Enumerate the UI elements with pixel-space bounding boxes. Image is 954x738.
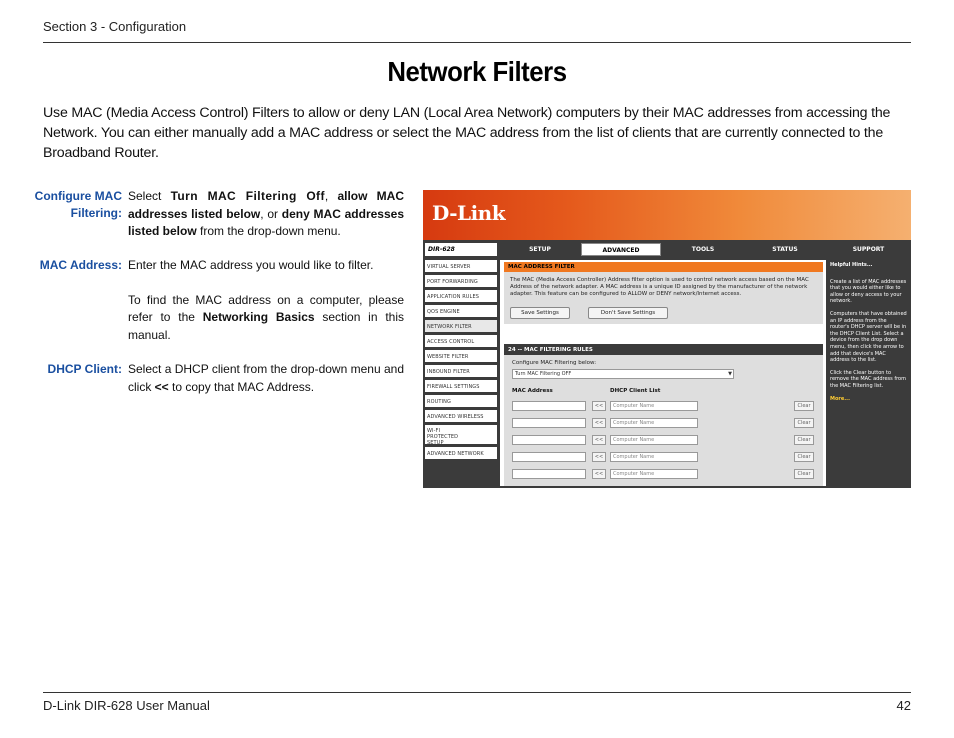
desc-bold: deny MAC addresses listed below xyxy=(128,206,404,238)
page-title: Network Filters xyxy=(387,56,567,87)
sidebar-item-routing[interactable]: ROUTING xyxy=(425,395,497,408)
label-line1: Configure MAC xyxy=(34,189,122,203)
sidebar-item-wifi-protected-setup[interactable]: WI-FI PROTECTED SETUP xyxy=(425,425,497,445)
copy-button[interactable]: << xyxy=(592,452,606,462)
configure-label: Configure MAC Filtering below: xyxy=(512,360,597,366)
banner xyxy=(423,190,911,240)
sidebar-item-virtual-server[interactable]: VIRTUAL SERVER xyxy=(425,260,497,273)
copy-button[interactable]: << xyxy=(592,418,606,428)
desc-text: Enter the MAC address you would like to filter. xyxy=(128,258,374,272)
label-dhcp-client: DHCP Client: xyxy=(47,362,122,376)
footer-manual-title: D-Link DIR-628 User Manual xyxy=(43,698,210,713)
tab-tools[interactable]: TOOLS xyxy=(691,246,715,253)
tab-setup[interactable]: SETUP xyxy=(529,246,551,253)
sidebar-item-advanced-wireless[interactable]: ADVANCED WIRELESS xyxy=(425,410,497,423)
sidebar-item-firewall-settings[interactable]: FIREWALL SETTINGS xyxy=(425,380,497,393)
desc-bold: Turn MAC Filtering Off xyxy=(170,189,325,203)
tab-support[interactable]: SUPPORT xyxy=(852,246,885,253)
mac-input[interactable] xyxy=(512,452,586,462)
client-select[interactable]: Computer Name xyxy=(610,452,698,462)
clear-button[interactable]: Clear xyxy=(794,401,814,411)
sidebar-item-website-filter[interactable]: WEBSITE FILTER xyxy=(425,350,497,363)
desc-text: to copy that MAC Address. xyxy=(168,379,315,394)
copy-button[interactable]: << xyxy=(592,469,606,479)
clear-button[interactable]: Clear xyxy=(794,418,814,428)
label-mac-address: MAC Address: xyxy=(39,258,122,272)
label-configure-mac-filtering xyxy=(30,188,122,222)
model-label: DIR-628 xyxy=(425,243,497,256)
desc-dhcp-client xyxy=(128,361,404,396)
more-link[interactable]: More... xyxy=(830,395,850,402)
desc-text: , xyxy=(324,189,338,203)
sidebar-item-advanced-network[interactable]: ADVANCED NETWORK xyxy=(425,447,497,460)
hint-text: Create a list of MAC addresses that you would either like to allow or deny access to your network. xyxy=(830,278,907,305)
client-select[interactable]: Computer Name xyxy=(610,401,698,411)
hints-title: Helpful Hints... xyxy=(830,262,873,268)
save-settings-button[interactable]: Save Settings xyxy=(510,307,570,319)
clear-button[interactable]: Clear xyxy=(794,435,814,445)
desc-text: from the drop-down menu. xyxy=(196,224,341,238)
sidebar-item-port-forwarding[interactable]: PORT FORWARDING xyxy=(425,275,497,288)
router-screenshot xyxy=(423,190,911,488)
box-title: MAC ADDRESS FILTER xyxy=(504,262,823,272)
desc-bold: allow MAC addresses listed below xyxy=(128,189,405,221)
label-line2: Filtering: xyxy=(70,206,122,220)
desc-bold: Networking Basics xyxy=(202,310,315,324)
clear-button[interactable]: Clear xyxy=(794,452,814,462)
col-dhcp-client-list: DHCP Client List xyxy=(610,388,661,394)
helpful-hints-panel xyxy=(828,260,909,486)
desc-text: , or xyxy=(260,206,282,221)
sidebar-item-access-control[interactable]: ACCESS CONTROL xyxy=(425,335,497,348)
dont-save-settings-button[interactable]: Don't Save Settings xyxy=(588,307,668,319)
sidebar-item-application-rules[interactable]: APPLICATION RULES xyxy=(425,290,497,303)
desc-text: To find the MAC address on a computer, please refer to the xyxy=(128,292,404,324)
main-panel xyxy=(500,260,826,486)
desc-text: Select xyxy=(128,189,171,203)
dlink-logo: D-Link xyxy=(432,201,506,225)
section-header: Section 3 - Configuration xyxy=(43,19,187,34)
client-select[interactable]: Computer Name xyxy=(610,469,698,479)
intro-paragraph: Use MAC (Media Access Control) Filters to allow or deny LAN (Local Area Network) computers by their MAC addresses from accessing the Network. You can either manually add a MAC address or select the MAC address from the list of clients that are currently connected to the Broadband Router. xyxy=(43,105,891,161)
desc-text: section in this manual. xyxy=(128,310,404,342)
tab-advanced[interactable]: ADVANCED xyxy=(581,243,661,256)
sidebar-item-network-filter[interactable]: NETWORK FILTER xyxy=(425,320,497,333)
rules-title: 24 -- MAC FILTERING RULES xyxy=(504,344,823,355)
mac-input[interactable] xyxy=(512,418,586,428)
rules-body xyxy=(504,355,823,486)
footer-rule xyxy=(43,692,911,693)
chevron-down-icon: ▼ xyxy=(728,371,732,377)
client-select[interactable]: Computer Name xyxy=(610,435,698,445)
clear-button[interactable]: Clear xyxy=(794,469,814,479)
client-select[interactable]: Computer Name xyxy=(610,418,698,428)
hint-text: Computers that have obtained an IP address from the router's DHCP server will be in the DHCP Client List. Select a device from the drop down menu, then click the arrow to add that device's MAC address to the list. xyxy=(830,310,907,364)
filter-mode-select[interactable] xyxy=(512,369,734,379)
page-number: 42 xyxy=(896,698,911,713)
header-rule xyxy=(43,42,911,43)
desc-bold: << xyxy=(154,379,169,394)
desc-text: Select a DHCP client from the drop-down menu and click xyxy=(128,362,404,394)
box-body: The MAC (Media Access Controller) Address filter option is used to control network access based on the MAC Address of the network adapter. A MAC address is a unique ID assigned by the manufacturer of the network adapter. This feature can be configured to ALLOW or DENY network/Internet access. xyxy=(504,272,823,324)
mac-input[interactable] xyxy=(512,401,586,411)
tab-status[interactable]: STATUS xyxy=(772,246,798,253)
hint-text: Click the Clear button to remove the MAC address from the MAC Filtering list. xyxy=(830,369,906,389)
sidebar-item-inbound-filter[interactable]: INBOUND FILTER xyxy=(425,365,497,378)
sidebar-item-qos-engine[interactable]: QOS ENGINE xyxy=(425,305,497,318)
copy-button[interactable]: << xyxy=(592,435,606,445)
mac-input[interactable] xyxy=(512,435,586,445)
col-mac-address: MAC Address xyxy=(512,388,553,394)
select-value: Turn MAC Filtering OFF xyxy=(515,371,572,377)
copy-button[interactable]: << xyxy=(592,401,606,411)
mac-input[interactable] xyxy=(512,469,586,479)
desc-configure-mac-filtering xyxy=(128,188,404,241)
desc-mac-address xyxy=(128,257,404,344)
desc-paragraph xyxy=(128,292,404,345)
